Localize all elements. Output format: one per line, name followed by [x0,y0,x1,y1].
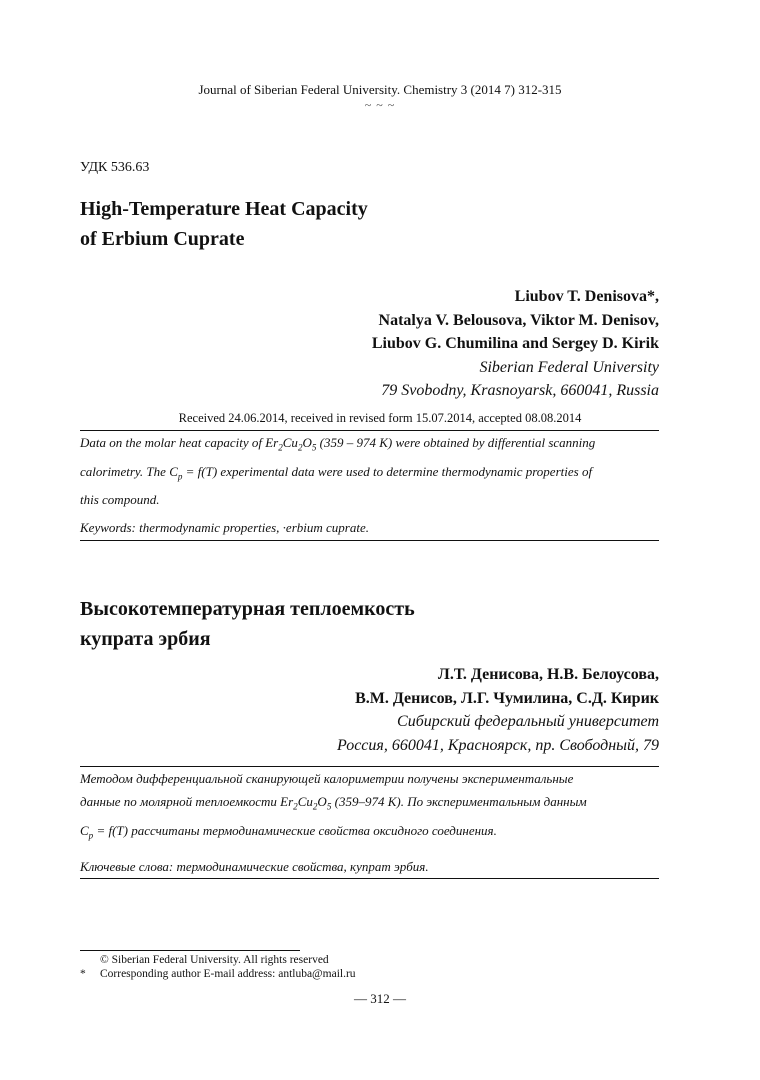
page-number: — 312 — [354,991,406,1006]
footnote-asterisk: * [80,968,86,980]
english-author-line-1: Liubov T. Denisova*, [514,288,659,305]
english-affiliation-line-1: Siberian Federal University [479,358,659,376]
english-abstract-line-2: calorimetry. The $C_p = f(T)$ experimental data were used to determine thermodynamic properties of [80,463,593,482]
keywords-bottom-rule [80,540,659,541]
english-author-line-2: Natalya V. Belousova, Viktor M. Denisov, [378,311,659,329]
russian-abstract-line-2: данные по молярной теплоемкости $Er_2Cu_2O_5$ (359–974 K). По экспериментальным данным [80,794,587,812]
russian-keywords: Ключевые слова: термодинамические свойства, купрат эрбия. [80,859,429,874]
russian-title-line-2: купрата эрбия [80,628,211,650]
english-title [80,194,368,254]
russian-abstract-line-1: Методом дифференциальной сканирующей калориметрии получены экспериментальные [80,771,574,786]
english-abstract [80,431,659,511]
russian-abstract-line-3: $C_p = f(T)$ рассчитаны термодинамические свойства оксидного соединения. [80,822,497,841]
russian-author-line-1: Л.Т. Денисова, Н.В. Белоусова, [437,666,659,683]
journal-header: Journal of Siberian Federal University. Chemistry 3 (2014 7) 312-315 [198,82,562,97]
english-authors-block [372,285,659,403]
russian-title-line-1: Высокотемпературная теплоемкость [80,598,415,620]
english-title-line-1: High-Temperature Heat Capacity [80,198,368,220]
received-dates: Received 24.06.2014, received in revised form 15.07.2014, accepted 08.08.2014 [178,411,582,425]
english-abstract-line-3: this compound. [80,492,160,508]
russian-author-line-2: В.М. Денисов, Л.Г. Чумилина, С.Д. Кирик [355,689,659,707]
copyright-text: © Siberian Federal University. All rights reserved [100,954,329,966]
udc-code: УДК 536.63 [80,160,150,175]
russian-affiliation-line-2: Россия, 660041, Красноярск, пр. Свободный, 79 [337,736,659,754]
english-abstract-line-1: Data on the molar heat capacity of $Er_2Cu_2O_5$ (359 – 974 K) were obtained by differential scanning [80,435,596,453]
footnote-copyright [80,954,329,966]
english-affiliation-line-2: 79 Svobodny, Krasnoyarsk, 660041, Russia [381,382,659,399]
english-keywords: Keywords: thermodynamic properties, ·erbium cuprate. [80,520,369,535]
corresponding-author-text: Corresponding author E-mail address: antluba@mail.ru [100,968,356,980]
russian-abstract [80,767,659,847]
footnote-corresponding [80,968,356,980]
english-author-line-3: Liubov G. Chumilina and Sergey D. Kirik [371,335,659,352]
russian-authors-block [337,663,659,757]
russian-title [80,594,415,654]
footnote-rule [80,950,300,951]
russian-keywords-bottom-rule [80,878,659,879]
header-separator: ~ ~ ~ [364,98,396,112]
russian-affiliation-line-1: Сибирский федеральный университет [397,713,659,730]
english-title-line-2: of Erbium Cuprate [80,228,245,250]
